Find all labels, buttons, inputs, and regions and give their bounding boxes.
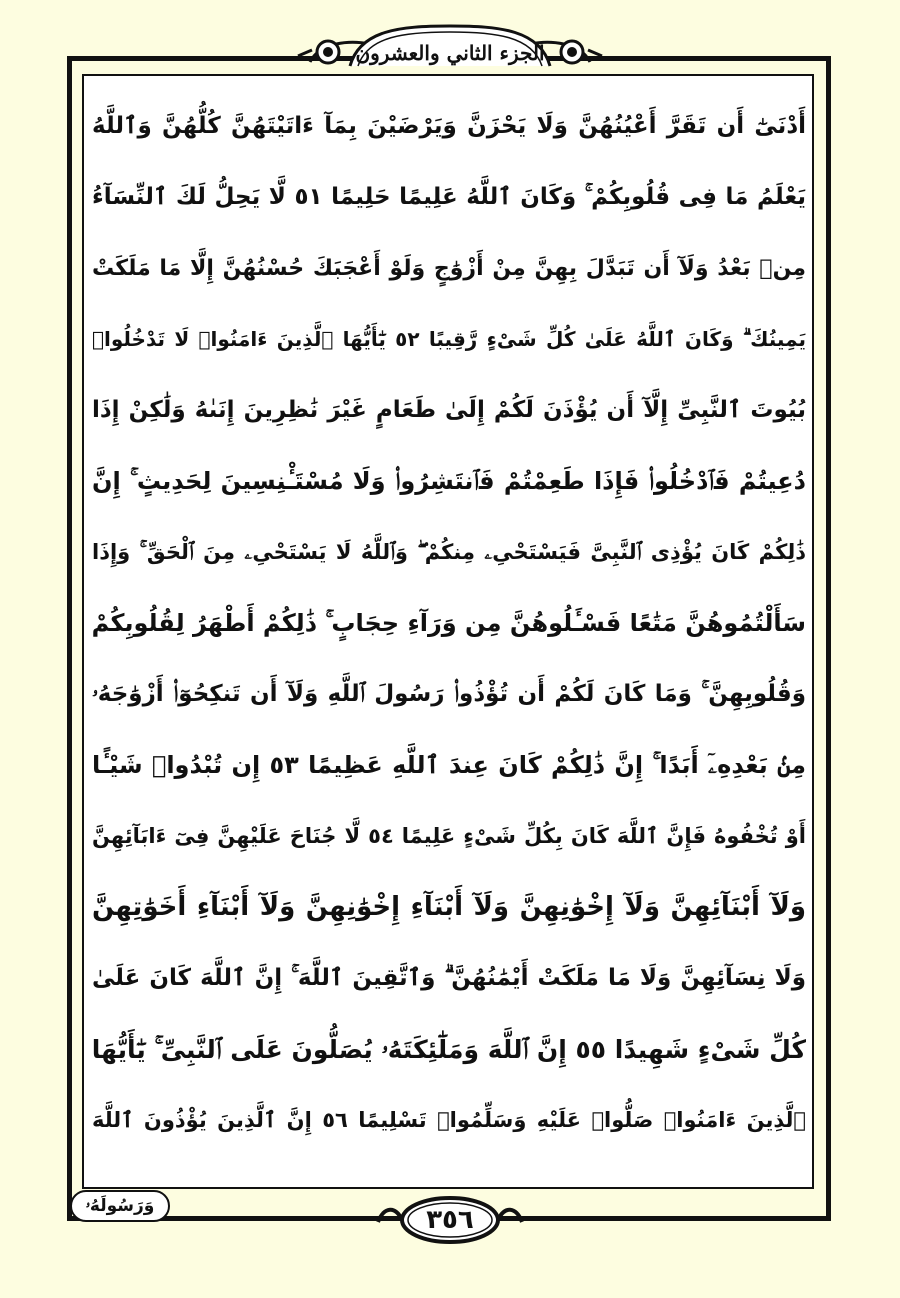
text-line-12: وَلَآ أَبْنَآئِهِنَّ وَلَآ إِخْوَٰنِهِنَّ وَلَآ أَبْنَآءِ إِخْوَٰنِهِنَّ وَلَآ أَبْنَآءِ أَخَوَٰتِهِنَّ	[92, 892, 806, 922]
juz-header-cartouche	[290, 22, 610, 84]
catchword-box: وَرَسُولَهُۥ	[70, 1190, 170, 1222]
text-line-3: مِنۢ بَعْدُ وَلَآ أَن تَبَدَّلَ بِهِنَّ مِنْ أَزْوَٰجٍ وَلَوْ أَعْجَبَكَ حُسْنُهُنَّ إِلَّا مَا مَلَكَتْ	[92, 256, 806, 281]
text-line-6: دُعِيتُمْ فَٱدْخُلُوا۟ فَإِذَا طَعِمْتُمْ فَٱنتَشِرُوا۟ وَلَا مُسْتَـْٔنِسِينَ لِحَدِيثٍ ۚ إِنَّ	[92, 467, 806, 495]
text-line-10: مِنۢ بَعْدِهِۦٓ أَبَدًا ۚ إِنَّ ذَٰلِكُمْ كَانَ عِندَ ٱللَّهِ عَظِيمًا ٥٣ إِن تُبْدُوا۟ شَيْـًٔا	[92, 751, 806, 779]
quran-text-body	[92, 92, 806, 1182]
text-line-13: وَلَا نِسَآئِهِنَّ وَلَا مَا مَلَكَتْ أَيْمَٰنُهُنَّ ۗ وَٱتَّقِينَ ٱللَّهَ ۚ إِنَّ ٱللَّهَ كَانَ عَلَىٰ	[92, 965, 806, 991]
juz-title: الجزء الثاني والعشرون	[355, 41, 545, 65]
text-line-4: يَمِينُكَ ۗ وَكَانَ ٱللَّهُ عَلَىٰ كُلِّ شَىْءٍ رَّقِيبًا ٥٢ يَٰٓأَيُّهَا ٱلَّذِينَ ءَامَنُوا۟ لَا تَدْخُلُوا۟	[92, 327, 806, 351]
text-line-11: أَوْ تُخْفُوهُ فَإِنَّ ٱللَّهَ كَانَ بِكُلِّ شَىْءٍ عَلِيمًا ٥٤ لَّا جُنَاحَ عَلَيْهِنَّ فِىٓ ءَابَآئِهِنَّ	[92, 824, 806, 848]
text-line-2: يَعْلَمُ مَا فِى قُلُوبِكُمْ ۚ وَكَانَ ٱللَّهُ عَلِيمًا حَلِيمًا ٥١ لَّا يَحِلُّ لَكَ ٱلنِّسَآءُ	[92, 184, 806, 210]
text-line-1: أَدْنَىٰٓ أَن تَقَرَّ أَعْيُنُهُنَّ وَلَا يَحْزَنَّ وَيَرْضَيْنَ بِمَآ ءَاتَيْتَهُنَّ كُلُّهُنَّ وَٱللَّهُ	[92, 113, 806, 139]
page-number-cartouche	[370, 1192, 530, 1248]
text-line-5: بُيُوتَ ٱلنَّبِىِّ إِلَّآ أَن يُؤْذَنَ لَكُمْ إِلَىٰ طَعَامٍ غَيْرَ نَٰظِرِينَ إِنَىٰهُ وَلَٰكِنْ إِذَا	[92, 397, 806, 423]
text-line-7: ذَٰلِكُمْ كَانَ يُؤْذِى ٱلنَّبِىَّ فَيَسْتَحْىِۦ مِنكُمْ ۖ وَٱللَّهُ لَا يَسْتَحْىِۦ مِنَ ٱلْحَقِّ ۚ وَإِذَا	[92, 540, 806, 564]
text-line-8: سَأَلْتُمُوهُنَّ مَتَٰعًا فَسْـَٔلُوهُنَّ مِن وَرَآءِ حِجَابٍ ۚ ذَٰلِكُمْ أَطْهَرُ لِقُلُوبِكُمْ	[92, 609, 806, 637]
text-line-14: كُلِّ شَىْءٍ شَهِيدًا ٥٥ إِنَّ ٱللَّهَ وَمَلَٰٓئِكَتَهُۥ يُصَلُّونَ عَلَى ٱلنَّبِىِّ ۚ يَٰٓأَيُّهَا	[92, 1035, 806, 1064]
page-number: ٣٥٦	[426, 1205, 474, 1235]
text-line-15: ٱلَّذِينَ ءَامَنُوا۟ صَلُّوا۟ عَلَيْهِ وَسَلِّمُوا۟ تَسْلِيمًا ٥٦ إِنَّ ٱلَّذِينَ يُؤْذُونَ ٱللَّهَ	[92, 1108, 806, 1132]
text-line-9: وَقُلُوبِهِنَّ ۚ وَمَا كَانَ لَكُمْ أَن تُؤْذُوا۟ رَسُولَ ٱللَّهِ وَلَآ أَن تَنكِحُوٓا۟ أَزْوَٰجَهُۥ	[92, 681, 806, 707]
